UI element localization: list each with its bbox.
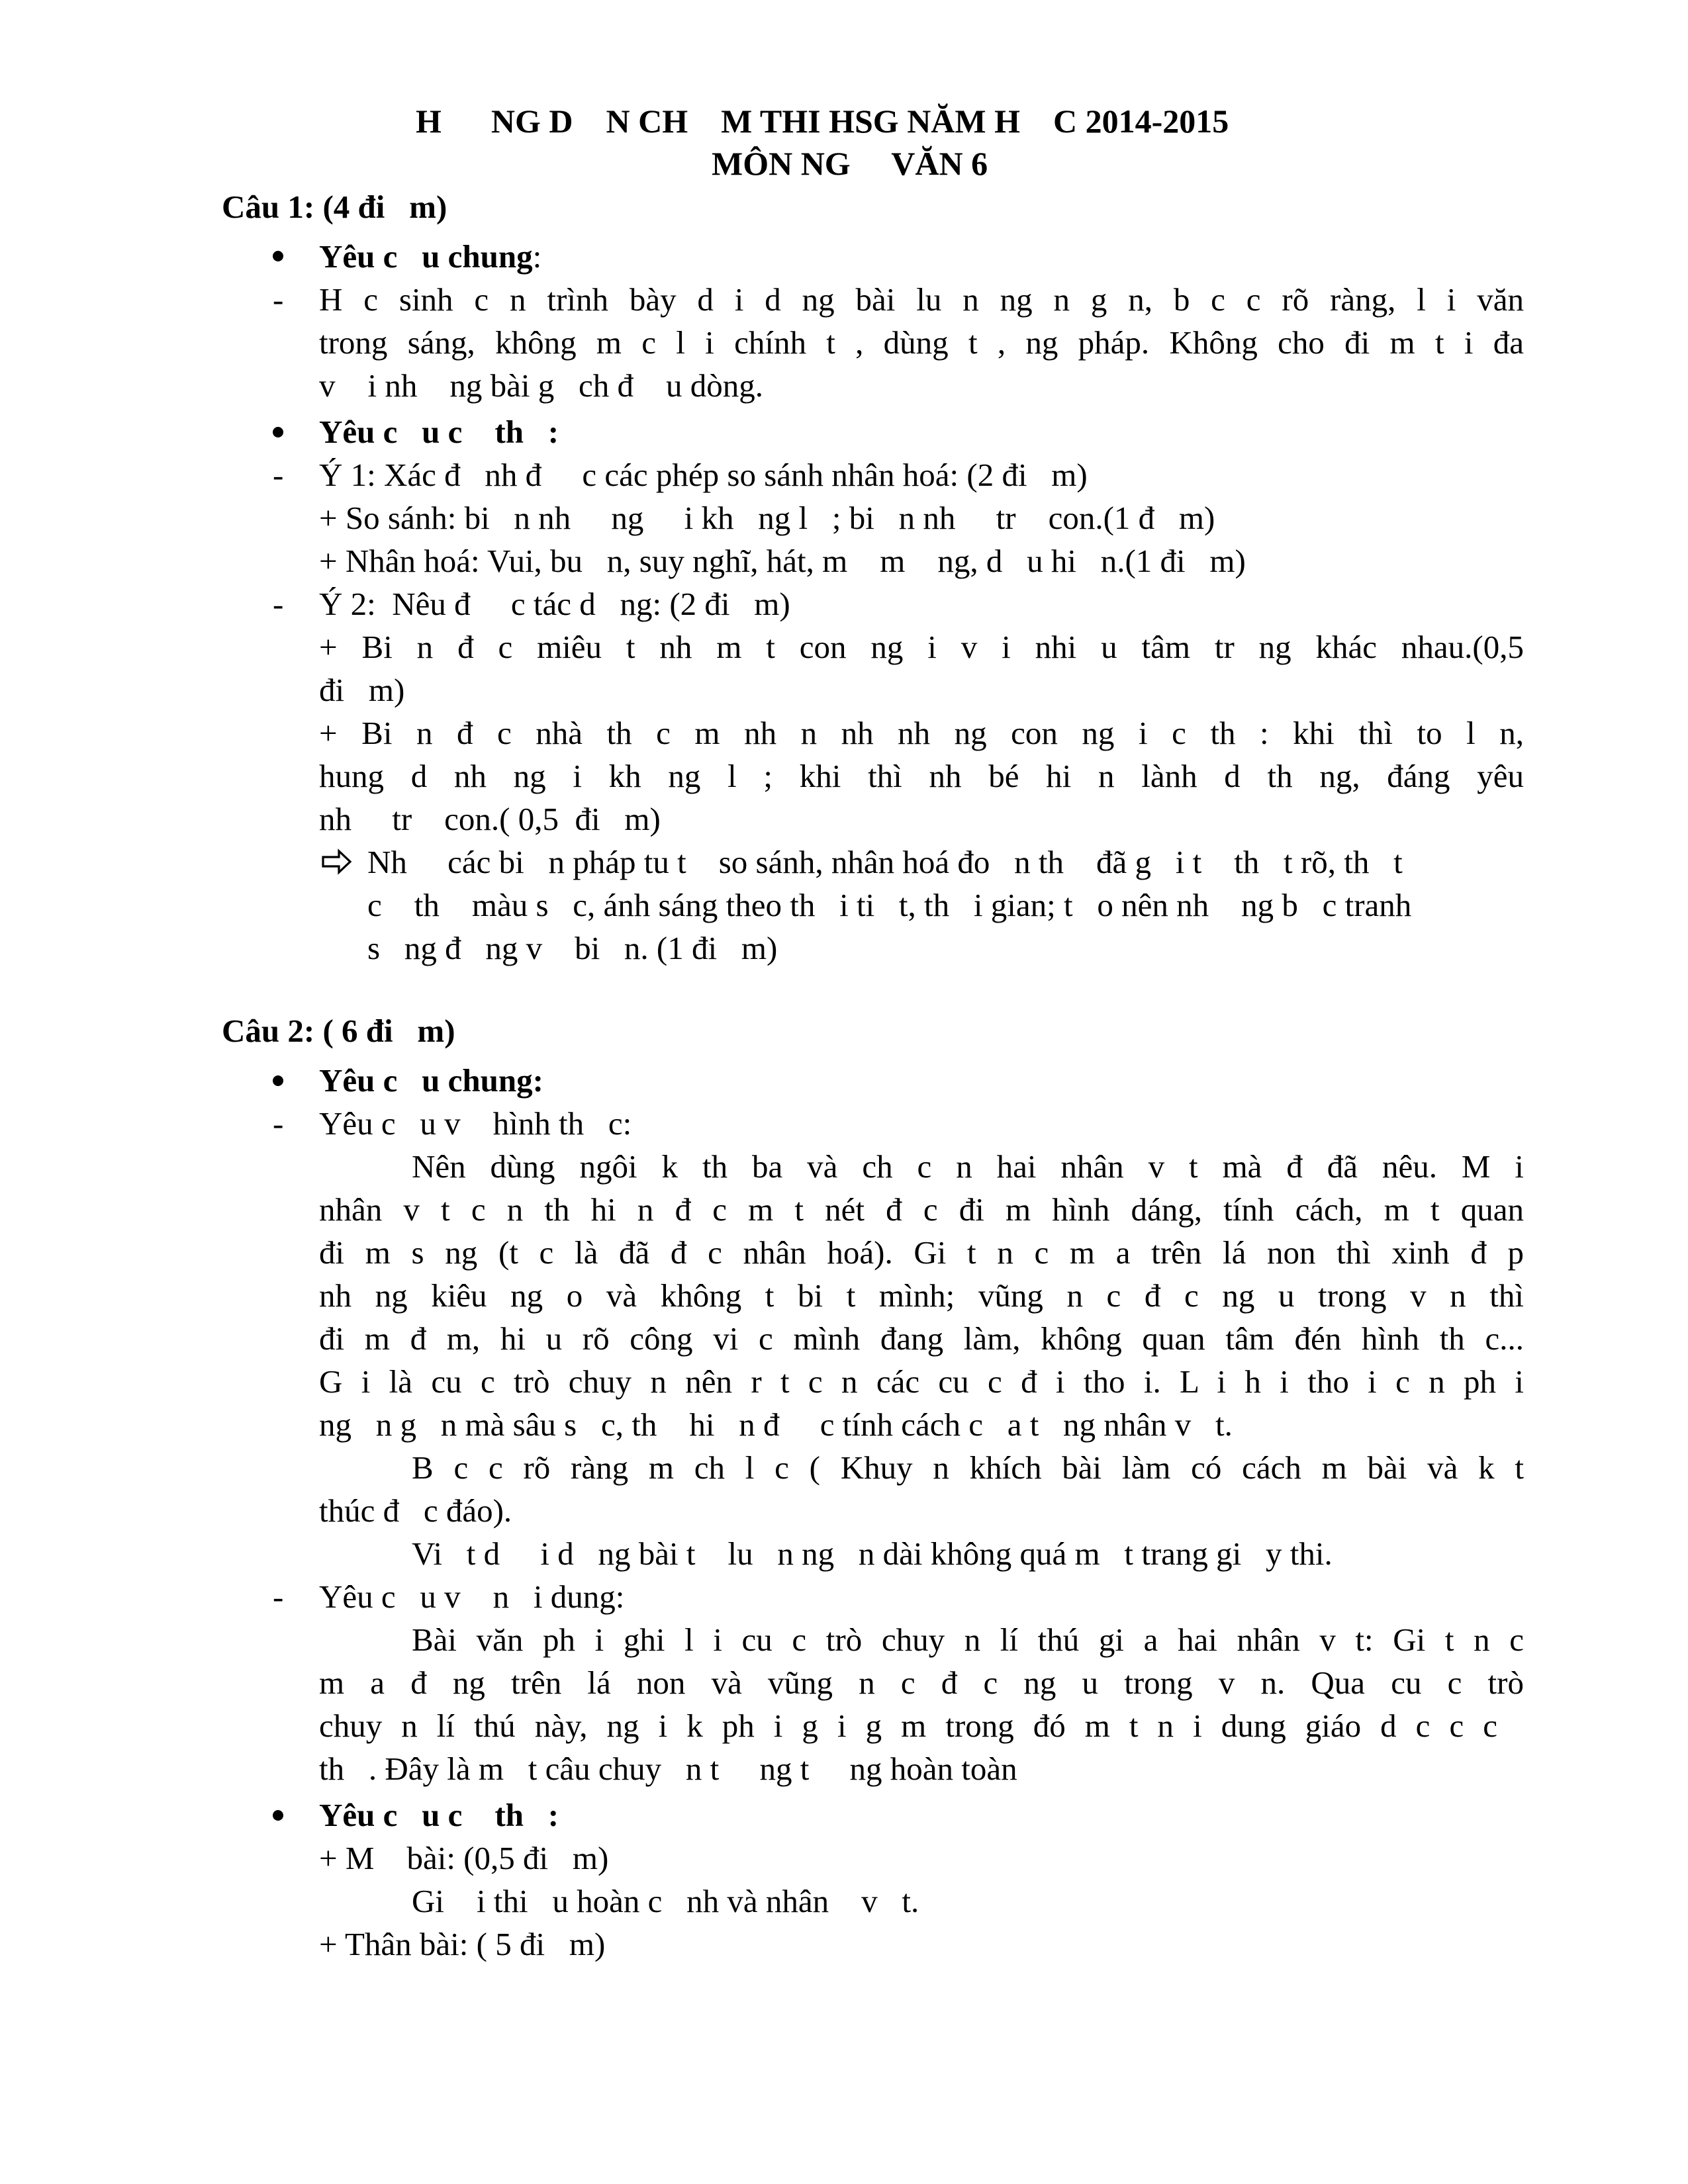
bullet-icon: [273, 1075, 283, 1086]
cau1-y1-item-1: + So sánh: bi n nh ng i kh ng l ; bi n nh tr con.(1 đ m): [319, 500, 1215, 536]
cau2-hinhthuc-para1-line-4: nh ng kiêu ng o và không t bi t mình; vũng n c đ c ng u trong v n thì: [319, 1277, 1524, 1314]
cau1-y2-line-1: + Bi n đ c miêu t nh m t con ng i v i nhi u tâm tr ng khác nhau.(0,5: [319, 629, 1524, 665]
cau1-heading: Câu 1: (4 đi m): [222, 189, 447, 225]
cau1-chung-line-1: H c sinh c n trình bày d i d ng bài lu n ng n g n, b c c rõ ràng, l i văn: [319, 281, 1524, 318]
cau2-hinhthuc-para2-line-1: B c c rõ ràng m ch l c ( Khuy n khích bài làm có cách m bài và k t: [412, 1449, 1524, 1486]
cau2-chung-heading: Yêu c u chung:: [319, 1062, 543, 1099]
cau2-hinhthuc-para3: Vi t d i d ng bài t lu n ng n dài không quá m t trang gi y thi.: [412, 1535, 1333, 1572]
cau2-noidung-line-2: m a đ ng trên lá non và vũng n c đ c ng u trong v n. Qua cu c trò: [319, 1664, 1524, 1701]
cau1-y2-line-2: đi m): [319, 672, 405, 708]
cau2-heading: Câu 2: ( 6 đi m): [222, 1013, 455, 1049]
cau1-arrow-line-3: s ng đ ng v bi n. (1 đi m): [367, 930, 778, 966]
cau2-cuthe-heading: Yêu c u c th :: [319, 1797, 559, 1833]
cau1-chung-heading: Yêu c u chung: [319, 238, 533, 275]
dash-marker: -: [273, 457, 284, 493]
cau2-hinhthuc-para1-line-7: ng n g n mà sâu s c, th hi n đ c tính cách c a t ng nhân v t.: [319, 1406, 1233, 1443]
dash-marker: -: [273, 586, 284, 622]
dash-marker: -: [273, 1578, 284, 1615]
cau1-y1-item-2: + Nhân hoá: Vui, bu n, suy nghĩ, hát, m m ng, d u hi n.(1 đi m): [319, 543, 1246, 579]
cau2-noidung-line-3: chuy n lí thú này, ng i k ph i g i g m trong đó m t n i dung giáo d c c c: [319, 1707, 1497, 1744]
cau2-hinhthuc-para2-line-2: thúc đ c đáo).: [319, 1492, 512, 1529]
dash-marker: -: [273, 281, 284, 318]
cau2-mobai-label: + M bài: (0,5 đi m): [319, 1840, 609, 1876]
cau2-hinhthuc-label: Yêu c u v hình th c:: [319, 1105, 632, 1142]
bullet-icon: [273, 251, 283, 261]
arrow-right-icon: [322, 848, 352, 875]
cau2-noidung-label: Yêu c u v n i dung:: [319, 1578, 625, 1615]
bullet-icon: [273, 1810, 283, 1821]
cau1-cuthe-heading: Yêu c u c th :: [319, 414, 559, 450]
title-line-1: H NG D N CH M THI HSG NĂM H C 2014-2015: [416, 103, 1229, 140]
cau2-hinhthuc-para1-line-3: đi m s ng (t c là đã đ c nhân hoá). Gi t n c m a trên lá non thì xinh đ p: [319, 1234, 1524, 1271]
cau1-chung-colon: :: [532, 238, 542, 275]
cau1-chung-line-2: trong sáng, không m c l i chính t , dùng t , ng pháp. Không cho đi m t i đa: [319, 324, 1524, 361]
cau2-noidung-line-4: th . Đây là m t câu chuy n t ng t ng hoàn toàn: [319, 1751, 1017, 1787]
cau2-noidung-line-1: Bài văn ph i ghi l i cu c trò chuy n lí thú gi a hai nhân v t: Gi t n c: [412, 1621, 1524, 1658]
cau1-y2-line-3: + Bi n đ c nhà th c m nh n nh nh ng con ng i c th : khi thì to l n,: [319, 715, 1524, 751]
cau1-arrow-line-2: c th màu s c, ánh sáng theo th i ti t, th i gian; t o nên nh ng b c tranh: [367, 887, 1412, 923]
cau2-thanbai-label: + Thân bài: ( 5 đi m): [319, 1926, 606, 1962]
cau1-chung-heading-row: [319, 235, 541, 279]
cau1-chung-line-3: v i nh ng bài g ch đ u dòng.: [319, 367, 763, 404]
cau1-y2-line-5: nh tr con.( 0,5 đi m): [319, 801, 661, 837]
dash-marker: -: [273, 1105, 284, 1142]
cau2-hinhthuc-para1-line-2: nhân v t c n th hi n đ c m t nét đ c đi m hình dáng, tính cách, m t quan: [319, 1191, 1524, 1228]
cau1-arrow-line-1: Nh các bi n pháp tu t so sánh, nhân hoá đo n th đã g i t th t rõ, th t: [367, 844, 1403, 880]
cau2-hinhthuc-para1-line-6: G i là cu c trò chuy n nên r t c n các cu c đ i tho i. L i h i tho i c n ph i: [319, 1363, 1524, 1400]
cau2-hinhthuc-para1-line-5: đi m đ m, hi u rõ công vi c mình đang làm, không quan tâm đén hình th c...: [319, 1320, 1524, 1357]
title-line-2: MÔN NG VĂN 6: [712, 145, 988, 182]
bullet-icon: [273, 427, 283, 437]
cau1-y2-label: Ý 2: Nêu đ c tác d ng: (2 đi m): [319, 586, 790, 622]
cau1-y1-label: Ý 1: Xác đ nh đ c các phép so sánh nhân hoá: (2 đi m): [319, 457, 1088, 493]
cau2-hinhthuc-para1-line-1: Nên dùng ngôi k th ba và ch c n hai nhân v t mà đ đã nêu. M i: [412, 1148, 1524, 1185]
cau1-y2-line-4: hung d nh ng i kh ng l ; khi thì nh bé hi n lành d th ng, đáng yêu: [319, 758, 1524, 794]
cau2-mobai-text: Gi i thi u hoàn c nh và nhân v t.: [412, 1883, 919, 1919]
